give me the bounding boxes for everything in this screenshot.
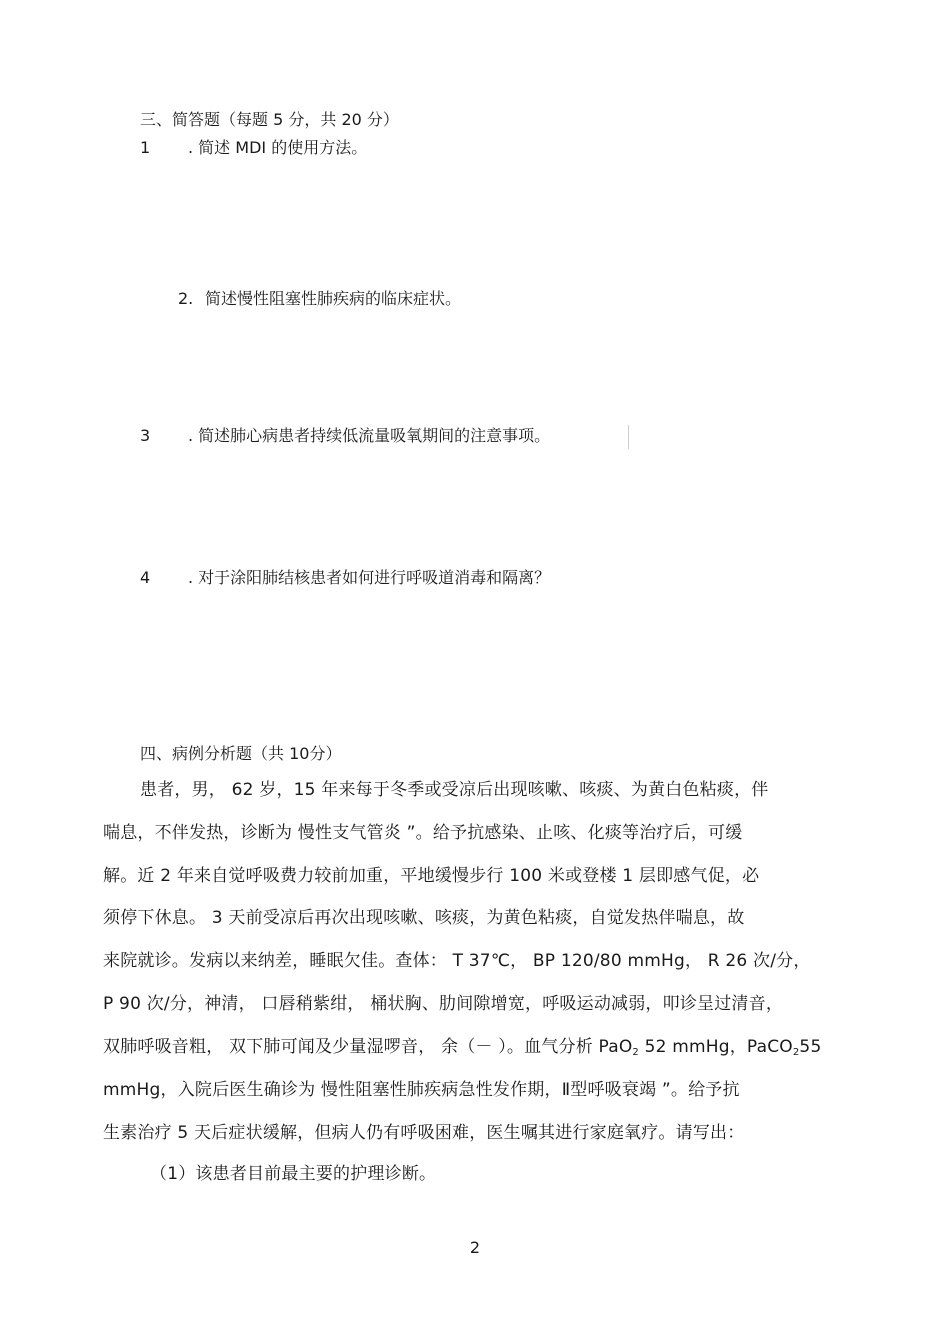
page-number: 2	[469, 1238, 481, 1257]
case-line-7	[103, 1039, 821, 1058]
case-line-4: 须停下休息。 3 天前受凉后再次出现咳嗽、咳痰，为黄色粘痰，自觉发热伴喘息，故	[103, 908, 745, 928]
case-line-9: 生素治疗 5 天后症状缓解，但病人仍有呼吸困难，医生嘱其进行家庭氧疗。请写出：	[103, 1123, 745, 1143]
question-2-text: 简述慢性阻塞性肺疾病的临床症状。	[205, 289, 462, 308]
section3-heading: 三、简答题（每题 5 分，共 20 分）	[140, 110, 399, 129]
case-line-7-mid: 52 mmHg，PaCO	[638, 1037, 793, 1057]
question-4-number: 4	[140, 568, 151, 587]
case-line-2: 喘息，不伴发热，诊断为 慢性支气管炎 ”。给予抗感染、止咳、化痰等治疗后，可缓	[103, 823, 743, 843]
paco2-subscript: 2	[792, 1047, 800, 1058]
question-1-number: 1	[140, 138, 151, 157]
question-1-text: . 简述 MDI 的使用方法。	[188, 138, 368, 157]
case-line-6: P 90 次/分，神清， 口唇稍紫绀， 桶状胸、肋间隙增宽，呼吸运动减弱，叩诊呈过清音，	[103, 994, 784, 1014]
question-3-number: 3	[140, 426, 151, 445]
case-line-1: 患者，男， 62 岁，15 年来每于冬季或受凉后出现咳嗽、咳痰、为黄白色粘痰，伴	[140, 780, 769, 800]
case-line-7-text: 双肺呼吸音粗， 双下肺可闻及少量湿啰音， 余（－ ）。血气分析 PaO	[103, 1037, 633, 1057]
case-line-7-end: 55	[799, 1037, 822, 1057]
section4-heading: 四、病例分析题（共 10分）	[140, 744, 342, 763]
question-2-number: 2.	[178, 289, 194, 308]
pao2-subscript: 2	[632, 1047, 639, 1058]
question-4-text: . 对于涂阳肺结核患者如何进行呼吸道消毒和隔离？	[188, 568, 551, 587]
case-line-8: mmHg，入院后医生确诊为 慢性阻塞性肺疾病急性发作期，Ⅱ型呼吸衰竭 ”。给予抗	[103, 1080, 740, 1100]
case-line-3: 解。近 2 年来自觉呼吸费力较前加重，平地缓慢步行 100 米或登楼 1 层即感气促，必	[103, 866, 760, 886]
question-3-text: . 简述肺心病患者持续低流量吸氧期间的注意事项。	[188, 426, 551, 445]
case-line-5: 来院就诊。发病以来纳差，睡眠欠佳。查体： T 37℃， BP 120/80 mmHg， R 26 次/分，	[103, 951, 811, 971]
margin-divider	[628, 425, 629, 449]
sub-question-1: （1）该患者目前最主要的护理诊断。	[150, 1164, 437, 1184]
